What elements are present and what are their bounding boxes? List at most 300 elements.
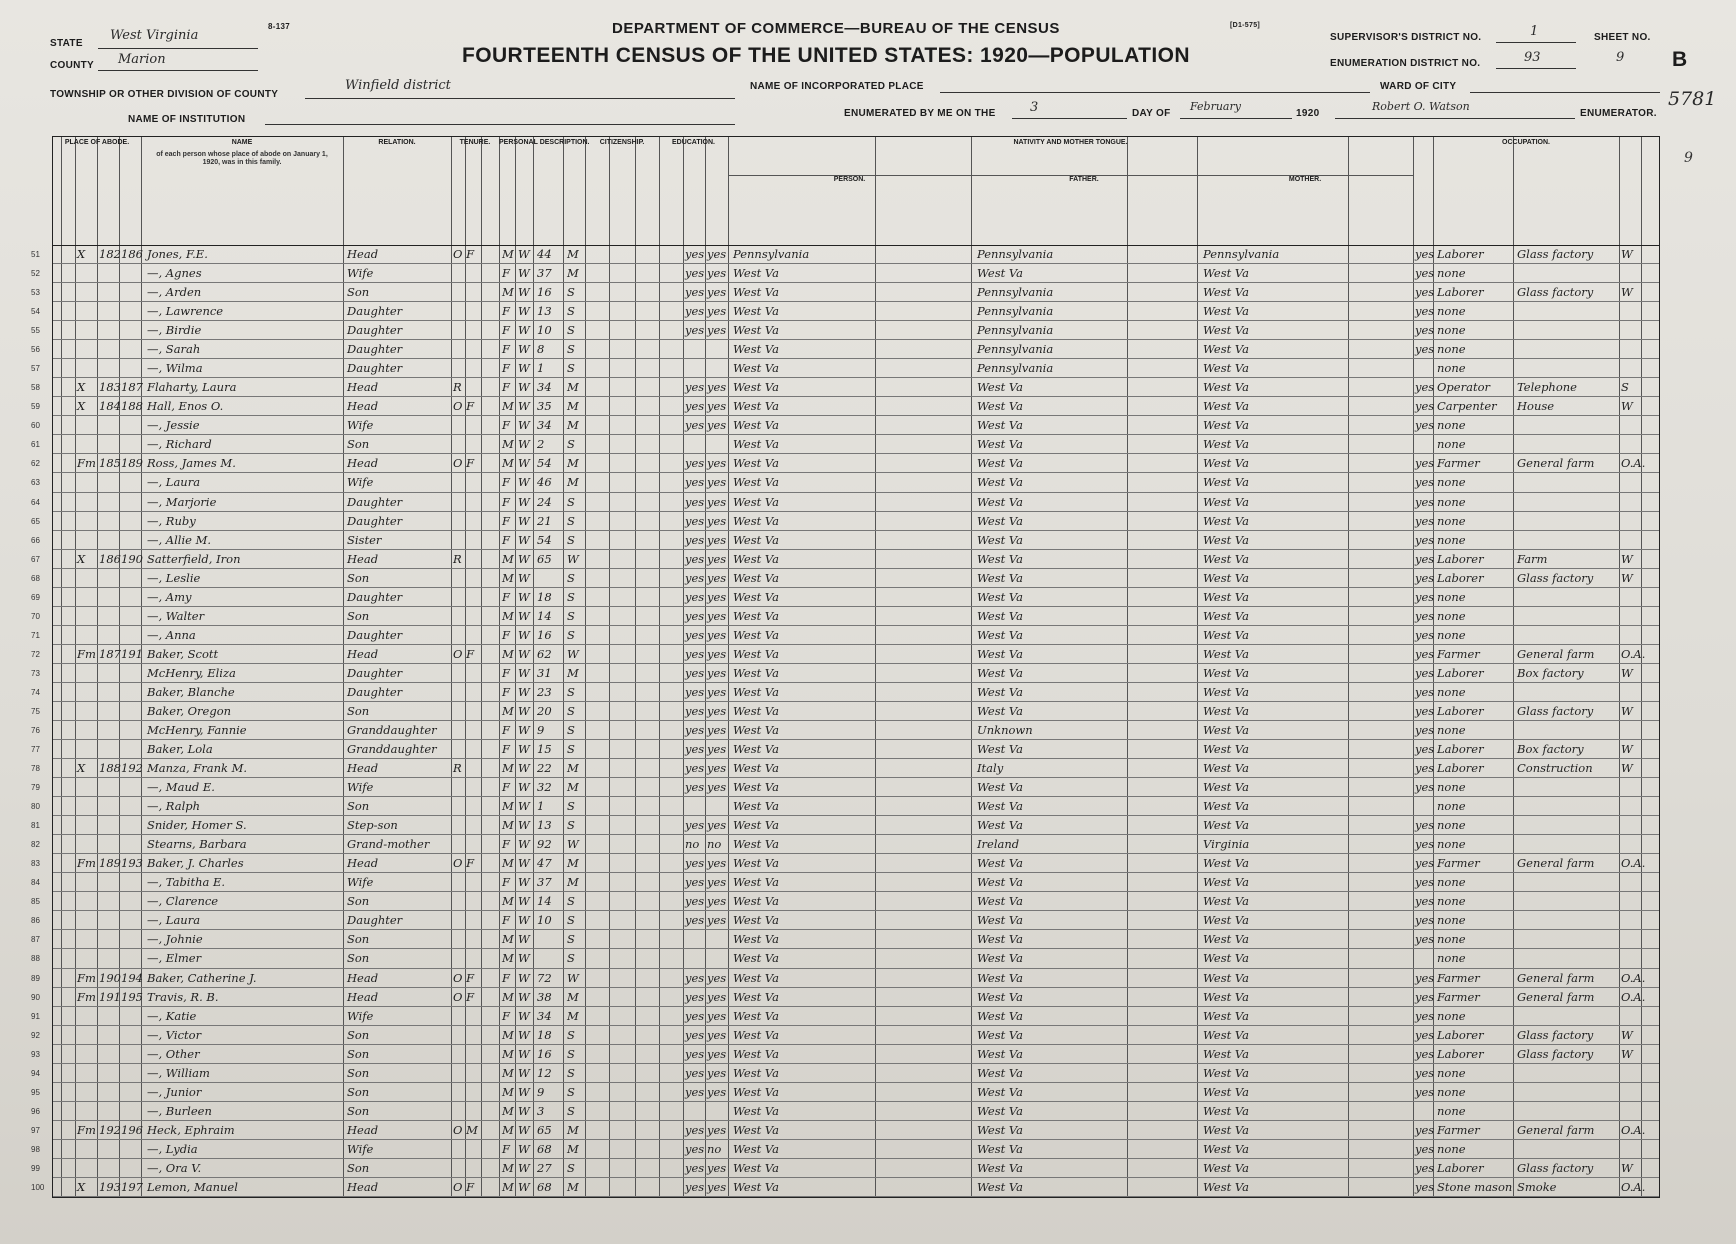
table-row bbox=[31, 949, 1659, 968]
age-cell: 20 bbox=[537, 703, 552, 718]
birthplace-cell: West Va bbox=[733, 551, 779, 566]
race-cell: W bbox=[518, 913, 530, 928]
dwelling-number bbox=[99, 835, 119, 854]
occupation-cell: none bbox=[1437, 608, 1466, 623]
line-number: 98 bbox=[31, 1144, 40, 1154]
age-cell: 1 bbox=[537, 799, 545, 814]
marital-cell: S bbox=[567, 570, 575, 585]
person-name: —, Other bbox=[147, 1046, 200, 1061]
street-cell bbox=[77, 435, 97, 454]
table-row bbox=[31, 1026, 1659, 1045]
tenure-cell: O F bbox=[453, 989, 475, 1004]
race-cell: W bbox=[518, 304, 530, 319]
read-cell: yes bbox=[685, 380, 705, 395]
relation-cell: Son bbox=[347, 570, 370, 585]
write-cell bbox=[707, 797, 727, 816]
mother-birthplace-cell: West Va bbox=[1203, 475, 1249, 490]
industry-cell: Glass factory bbox=[1517, 1046, 1594, 1061]
write-cell: yes bbox=[707, 856, 727, 871]
father-birthplace-cell: West Va bbox=[977, 1008, 1023, 1023]
speaks-english-cell: yes bbox=[1415, 932, 1435, 947]
line-number: 80 bbox=[31, 802, 40, 812]
read-cell: yes bbox=[685, 532, 705, 547]
sex-cell: M bbox=[502, 1065, 514, 1080]
line-number: 62 bbox=[31, 459, 40, 469]
birthplace-cell: West Va bbox=[733, 875, 779, 890]
occupation-cell: none bbox=[1437, 932, 1466, 947]
father-birthplace-cell: Pennsylvania bbox=[977, 285, 1054, 300]
family-number bbox=[121, 493, 141, 512]
industry-cell: Glass factory bbox=[1517, 1027, 1594, 1042]
father-birthplace-cell: West Va bbox=[977, 780, 1023, 795]
write-cell: yes bbox=[707, 304, 727, 319]
line-number: 96 bbox=[31, 1106, 40, 1116]
tenure-cell: R bbox=[453, 761, 462, 776]
industry-cell bbox=[1517, 588, 1617, 607]
line-number: 60 bbox=[31, 421, 40, 431]
street-cell bbox=[77, 1007, 97, 1026]
speaks-english-cell: yes bbox=[1415, 418, 1435, 433]
person-name: Stearns, Barbara bbox=[147, 837, 247, 852]
father-birthplace-cell: West Va bbox=[977, 799, 1023, 814]
dwelling-number bbox=[99, 930, 119, 949]
father-birthplace-cell: West Va bbox=[977, 494, 1023, 509]
street-cell bbox=[77, 1083, 97, 1102]
write-cell: yes bbox=[707, 761, 727, 776]
relation-cell: Son bbox=[347, 1065, 370, 1080]
occupation-cell: none bbox=[1437, 437, 1466, 452]
occupation-cell: Laborer bbox=[1437, 703, 1484, 718]
occupation-cell: none bbox=[1437, 1141, 1466, 1156]
father-birthplace-cell: West Va bbox=[977, 913, 1023, 928]
age-cell: 72 bbox=[537, 970, 552, 985]
class-cell bbox=[1621, 359, 1641, 378]
industry-cell bbox=[1517, 816, 1617, 835]
relation-cell: Head bbox=[347, 247, 379, 261]
write-cell: yes bbox=[707, 665, 727, 680]
marital-cell: M bbox=[567, 761, 579, 776]
father-birthplace-cell: West Va bbox=[977, 894, 1023, 909]
industry-cell bbox=[1517, 835, 1617, 854]
father-birthplace-cell: West Va bbox=[977, 513, 1023, 528]
line-number: 61 bbox=[31, 440, 40, 450]
person-name: —, Clarence bbox=[147, 894, 219, 909]
age-cell: 38 bbox=[537, 989, 552, 1004]
family-number: 188 bbox=[121, 399, 143, 414]
age-cell: 2 bbox=[537, 437, 545, 452]
family-number bbox=[121, 1007, 141, 1026]
read-cell bbox=[685, 1102, 705, 1121]
line-number: 55 bbox=[31, 326, 40, 336]
family-number bbox=[121, 264, 141, 283]
mother-birthplace-cell: Pennsylvania bbox=[1203, 247, 1280, 261]
person-name: McHenry, Eliza bbox=[147, 665, 236, 680]
sex-cell: F bbox=[502, 837, 510, 852]
speaks-english-cell: yes bbox=[1415, 475, 1435, 490]
occupation-cell: Operator bbox=[1437, 380, 1490, 395]
class-cell: W bbox=[1621, 570, 1633, 585]
street-cell: Fm bbox=[77, 456, 96, 471]
occupation-cell: none bbox=[1437, 627, 1466, 642]
sex-cell: M bbox=[502, 646, 514, 661]
mother-birthplace-cell: West Va bbox=[1203, 304, 1249, 319]
industry-cell bbox=[1517, 911, 1617, 930]
industry-cell bbox=[1517, 721, 1617, 740]
industry-cell bbox=[1517, 949, 1617, 968]
line-number: 97 bbox=[31, 1125, 40, 1135]
industry-cell: Box factory bbox=[1517, 665, 1584, 680]
speaks-english-cell bbox=[1415, 1102, 1433, 1121]
tenure-cell bbox=[453, 626, 483, 645]
dwelling-number: 184 bbox=[99, 399, 121, 414]
dwelling-number bbox=[99, 949, 119, 968]
person-name: Jones, F.E. bbox=[147, 247, 208, 261]
relation-cell: Daughter bbox=[347, 342, 403, 357]
dwelling-number bbox=[99, 1083, 119, 1102]
table-row bbox=[31, 702, 1659, 721]
occupation-cell: none bbox=[1437, 513, 1466, 528]
speaks-english-cell: yes bbox=[1415, 513, 1435, 528]
table-row bbox=[31, 740, 1659, 759]
mother-birthplace-cell: West Va bbox=[1203, 418, 1249, 433]
birthplace-cell: West Va bbox=[733, 1122, 779, 1137]
line-number: 56 bbox=[31, 345, 40, 355]
father-birthplace-cell: Pennsylvania bbox=[977, 304, 1054, 319]
family-number: 192 bbox=[121, 761, 143, 776]
read-cell: yes bbox=[685, 1084, 705, 1099]
family-number: 193 bbox=[121, 856, 143, 871]
person-name: —, Laura bbox=[147, 475, 201, 490]
birthplace-cell: West Va bbox=[733, 380, 779, 395]
age-cell: 16 bbox=[537, 1046, 552, 1061]
write-cell: yes bbox=[707, 551, 727, 566]
write-cell: yes bbox=[707, 818, 727, 833]
read-cell bbox=[685, 930, 705, 949]
race-cell: W bbox=[518, 818, 530, 833]
marital-cell: S bbox=[567, 1027, 575, 1042]
dwelling-number bbox=[99, 1045, 119, 1064]
age-cell: 24 bbox=[537, 494, 552, 509]
person-name: Baker, Blanche bbox=[147, 684, 235, 699]
birthplace-cell: West Va bbox=[733, 837, 779, 852]
line-number: 64 bbox=[31, 497, 40, 507]
table-row bbox=[31, 759, 1659, 778]
speaks-english-cell: yes bbox=[1415, 1122, 1435, 1137]
enumerated-label: ENUMERATED BY ME ON THE bbox=[844, 108, 996, 119]
read-cell: yes bbox=[685, 970, 705, 985]
mother-birthplace-cell: West Va bbox=[1203, 551, 1249, 566]
age-cell: 12 bbox=[537, 1065, 552, 1080]
street-cell bbox=[77, 1064, 97, 1083]
speaks-english-cell: yes bbox=[1415, 665, 1435, 680]
birthplace-cell: West Va bbox=[733, 608, 779, 623]
birthplace-cell: West Va bbox=[733, 1008, 779, 1023]
table-row bbox=[31, 1083, 1659, 1102]
line-number: 99 bbox=[31, 1163, 40, 1173]
table-row bbox=[31, 435, 1659, 454]
sex-cell: F bbox=[502, 742, 510, 757]
class-cell bbox=[1621, 340, 1641, 359]
birthplace-cell: West Va bbox=[733, 856, 779, 871]
class-cell: O.A. bbox=[1621, 456, 1646, 471]
person-name: —, Victor bbox=[147, 1027, 202, 1042]
group-occupation: OCCUPATION. bbox=[1502, 139, 1550, 146]
age-cell: 32 bbox=[537, 780, 552, 795]
class-cell bbox=[1621, 1064, 1641, 1083]
sex-cell: F bbox=[502, 665, 510, 680]
person-name: —, Wilma bbox=[147, 361, 203, 376]
read-cell: yes bbox=[685, 266, 705, 281]
marital-cell: M bbox=[567, 418, 579, 433]
read-cell: yes bbox=[685, 989, 705, 1004]
relation-cell: Wife bbox=[347, 475, 374, 490]
class-cell: W bbox=[1621, 551, 1633, 566]
group-relation: RELATION. bbox=[378, 139, 416, 146]
sex-cell: F bbox=[502, 418, 510, 433]
read-cell bbox=[685, 949, 705, 968]
race-cell: W bbox=[518, 570, 530, 585]
relation-cell: Head bbox=[347, 399, 379, 414]
marital-cell: S bbox=[567, 342, 575, 357]
tenure-cell bbox=[453, 531, 483, 550]
relation-cell: Head bbox=[347, 646, 379, 661]
line-number: 63 bbox=[31, 478, 40, 488]
speaks-english-cell: yes bbox=[1415, 1179, 1435, 1194]
age-cell: 54 bbox=[537, 532, 552, 547]
family-number bbox=[121, 1159, 141, 1178]
table-row bbox=[31, 378, 1659, 397]
birthplace-cell: West Va bbox=[733, 513, 779, 528]
enumerator-label: ENUMERATOR. bbox=[1580, 108, 1657, 119]
group-place-of-abode: PLACE OF ABODE. bbox=[64, 139, 130, 146]
mother-birthplace-cell: West Va bbox=[1203, 589, 1249, 604]
table-row bbox=[31, 512, 1659, 531]
person-name: —, Sarah bbox=[147, 342, 201, 357]
race-cell: W bbox=[518, 875, 530, 890]
father-birthplace-cell: West Va bbox=[977, 818, 1023, 833]
sex-cell: M bbox=[502, 247, 514, 261]
table-row bbox=[31, 911, 1659, 930]
race-cell: W bbox=[518, 418, 530, 433]
street-cell bbox=[77, 569, 97, 588]
table-row bbox=[31, 873, 1659, 892]
speaks-english-cell: yes bbox=[1415, 1065, 1435, 1080]
occupation-cell: Farmer bbox=[1437, 646, 1480, 661]
street-cell bbox=[77, 531, 97, 550]
family-number bbox=[121, 340, 141, 359]
industry-cell bbox=[1517, 778, 1617, 797]
mother-birthplace-cell: West Va bbox=[1203, 646, 1249, 661]
department-title: DEPARTMENT OF COMMERCE—BUREAU OF THE CENSUS bbox=[612, 20, 1060, 37]
sex-cell: M bbox=[502, 570, 514, 585]
table-row bbox=[31, 588, 1659, 607]
class-cell: W bbox=[1621, 742, 1633, 757]
class-cell: O.A. bbox=[1621, 646, 1646, 661]
relation-cell: Son bbox=[347, 608, 370, 623]
street-cell bbox=[77, 949, 97, 968]
read-cell: yes bbox=[685, 627, 705, 642]
read-cell: yes bbox=[685, 475, 705, 490]
person-name: —, Tabitha E. bbox=[147, 875, 226, 890]
read-cell bbox=[685, 359, 705, 378]
age-cell: 62 bbox=[537, 646, 552, 661]
class-cell bbox=[1621, 512, 1641, 531]
race-cell: W bbox=[518, 894, 530, 909]
father-birthplace-cell: West Va bbox=[977, 742, 1023, 757]
mother-birthplace-cell: West Va bbox=[1203, 342, 1249, 357]
enumerator-name: Robert O. Watson bbox=[1372, 100, 1470, 113]
relation-cell: Daughter bbox=[347, 684, 403, 699]
ward-label: WARD OF CITY bbox=[1380, 81, 1457, 92]
tenure-cell bbox=[453, 949, 483, 968]
state-label: STATE bbox=[50, 38, 83, 49]
table-row bbox=[31, 988, 1659, 1007]
class-cell bbox=[1621, 1083, 1641, 1102]
sex-cell: F bbox=[502, 875, 510, 890]
age-cell: 34 bbox=[537, 380, 552, 395]
person-name: Satterfield, Iron bbox=[147, 551, 241, 566]
enumerated-day: 3 bbox=[1030, 100, 1039, 115]
family-number bbox=[121, 949, 141, 968]
write-cell: yes bbox=[707, 323, 727, 338]
table-row bbox=[31, 531, 1659, 550]
marital-cell: S bbox=[567, 304, 575, 319]
supervisor-label: SUPERVISOR'S DISTRICT NO. bbox=[1330, 32, 1482, 43]
person-name: —, Ora V. bbox=[147, 1160, 202, 1175]
father-birthplace-cell: West Va bbox=[977, 1065, 1023, 1080]
family-number: 194 bbox=[121, 970, 143, 985]
read-cell bbox=[685, 797, 705, 816]
birthplace-cell: West Va bbox=[733, 285, 779, 300]
father-birthplace-cell: West Va bbox=[977, 970, 1023, 985]
relation-cell: Step-son bbox=[347, 818, 398, 833]
age-cell: 16 bbox=[537, 627, 552, 642]
write-cell: yes bbox=[707, 970, 727, 985]
sex-cell: F bbox=[502, 913, 510, 928]
line-number: 69 bbox=[31, 592, 40, 602]
table-row bbox=[31, 969, 1659, 988]
relation-cell: Son bbox=[347, 1027, 370, 1042]
line-number: 91 bbox=[31, 1011, 40, 1021]
marital-cell: S bbox=[567, 951, 575, 966]
table-row bbox=[31, 493, 1659, 512]
mother-birthplace-cell: West Va bbox=[1203, 1008, 1249, 1023]
race-cell: W bbox=[518, 627, 530, 642]
tenure-cell bbox=[453, 721, 483, 740]
marital-cell: M bbox=[567, 1008, 579, 1023]
sheet-label: SHEET NO. bbox=[1594, 32, 1651, 43]
class-cell: O.A. bbox=[1621, 856, 1646, 871]
marital-cell: S bbox=[567, 608, 575, 623]
speaks-english-cell: yes bbox=[1415, 1046, 1435, 1061]
tenure-cell bbox=[453, 416, 483, 435]
dwelling-number bbox=[99, 816, 119, 835]
table-row bbox=[31, 835, 1659, 854]
marital-cell: S bbox=[567, 894, 575, 909]
sex-cell: F bbox=[502, 532, 510, 547]
father-birthplace-cell: West Va bbox=[977, 951, 1023, 966]
occupation-cell: none bbox=[1437, 342, 1466, 357]
industry-cell: Construction bbox=[1517, 761, 1593, 776]
line-number: 95 bbox=[31, 1087, 40, 1097]
age-cell: 46 bbox=[537, 475, 552, 490]
family-number bbox=[121, 911, 141, 930]
line-number: 78 bbox=[31, 764, 40, 774]
write-cell bbox=[707, 435, 727, 454]
sex-cell: M bbox=[502, 799, 514, 814]
line-number: 90 bbox=[31, 992, 40, 1002]
relation-cell: Son bbox=[347, 894, 370, 909]
father-birthplace-cell: West Va bbox=[977, 475, 1023, 490]
person-name: —, Richard bbox=[147, 437, 212, 452]
relation-cell: Daughter bbox=[347, 494, 403, 509]
dwelling-number bbox=[99, 892, 119, 911]
line-number: 70 bbox=[31, 611, 40, 621]
speaks-english-cell: yes bbox=[1415, 323, 1435, 338]
line-number: 75 bbox=[31, 706, 40, 716]
person-name: Baker, Catherine J. bbox=[147, 970, 257, 985]
age-cell: 10 bbox=[537, 913, 552, 928]
street-cell bbox=[77, 892, 97, 911]
read-cell: yes bbox=[685, 494, 705, 509]
family-number bbox=[121, 721, 141, 740]
birthplace-cell: West Va bbox=[733, 1046, 779, 1061]
age-cell: 31 bbox=[537, 665, 552, 680]
class-cell: W bbox=[1621, 247, 1633, 261]
industry-cell bbox=[1517, 493, 1617, 512]
occupation-cell: none bbox=[1437, 684, 1466, 699]
age-cell: 27 bbox=[537, 1160, 552, 1175]
occupation-cell: none bbox=[1437, 589, 1466, 604]
birthplace-cell: West Va bbox=[733, 1141, 779, 1156]
race-cell: W bbox=[518, 513, 530, 528]
read-cell: no bbox=[685, 837, 700, 852]
sex-cell: M bbox=[502, 951, 514, 966]
occupation-cell: none bbox=[1437, 323, 1466, 338]
relation-cell: Daughter bbox=[347, 513, 403, 528]
write-cell: yes bbox=[707, 1046, 727, 1061]
read-cell: yes bbox=[685, 513, 705, 528]
line-number: 54 bbox=[31, 307, 40, 317]
age-cell: 16 bbox=[537, 285, 552, 300]
class-cell bbox=[1621, 626, 1641, 645]
occupation-cell: none bbox=[1437, 532, 1466, 547]
line-number: 67 bbox=[31, 554, 40, 564]
birthplace-cell: West Va bbox=[733, 1065, 779, 1080]
speaks-english-cell: yes bbox=[1415, 1008, 1435, 1023]
street-cell bbox=[77, 930, 97, 949]
write-cell bbox=[707, 340, 727, 359]
relation-cell: Grand-mother bbox=[347, 837, 430, 852]
read-cell: yes bbox=[685, 608, 705, 623]
line-number: 58 bbox=[31, 383, 40, 393]
dwelling-number bbox=[99, 588, 119, 607]
relation-cell: Daughter bbox=[347, 323, 403, 338]
marital-cell: M bbox=[567, 989, 579, 1004]
line-number: 68 bbox=[31, 573, 40, 583]
tenure-cell: O F bbox=[453, 646, 475, 661]
occupation-cell: none bbox=[1437, 475, 1466, 490]
read-cell: yes bbox=[685, 742, 705, 757]
line-number: 84 bbox=[31, 878, 40, 888]
marital-cell: S bbox=[567, 684, 575, 699]
family-number: 190 bbox=[121, 551, 143, 566]
sex-cell: F bbox=[502, 513, 510, 528]
speaks-english-cell: yes bbox=[1415, 703, 1435, 718]
marital-cell: M bbox=[567, 780, 579, 795]
write-cell: yes bbox=[707, 684, 727, 699]
occupation-cell: Farmer bbox=[1437, 1122, 1480, 1137]
